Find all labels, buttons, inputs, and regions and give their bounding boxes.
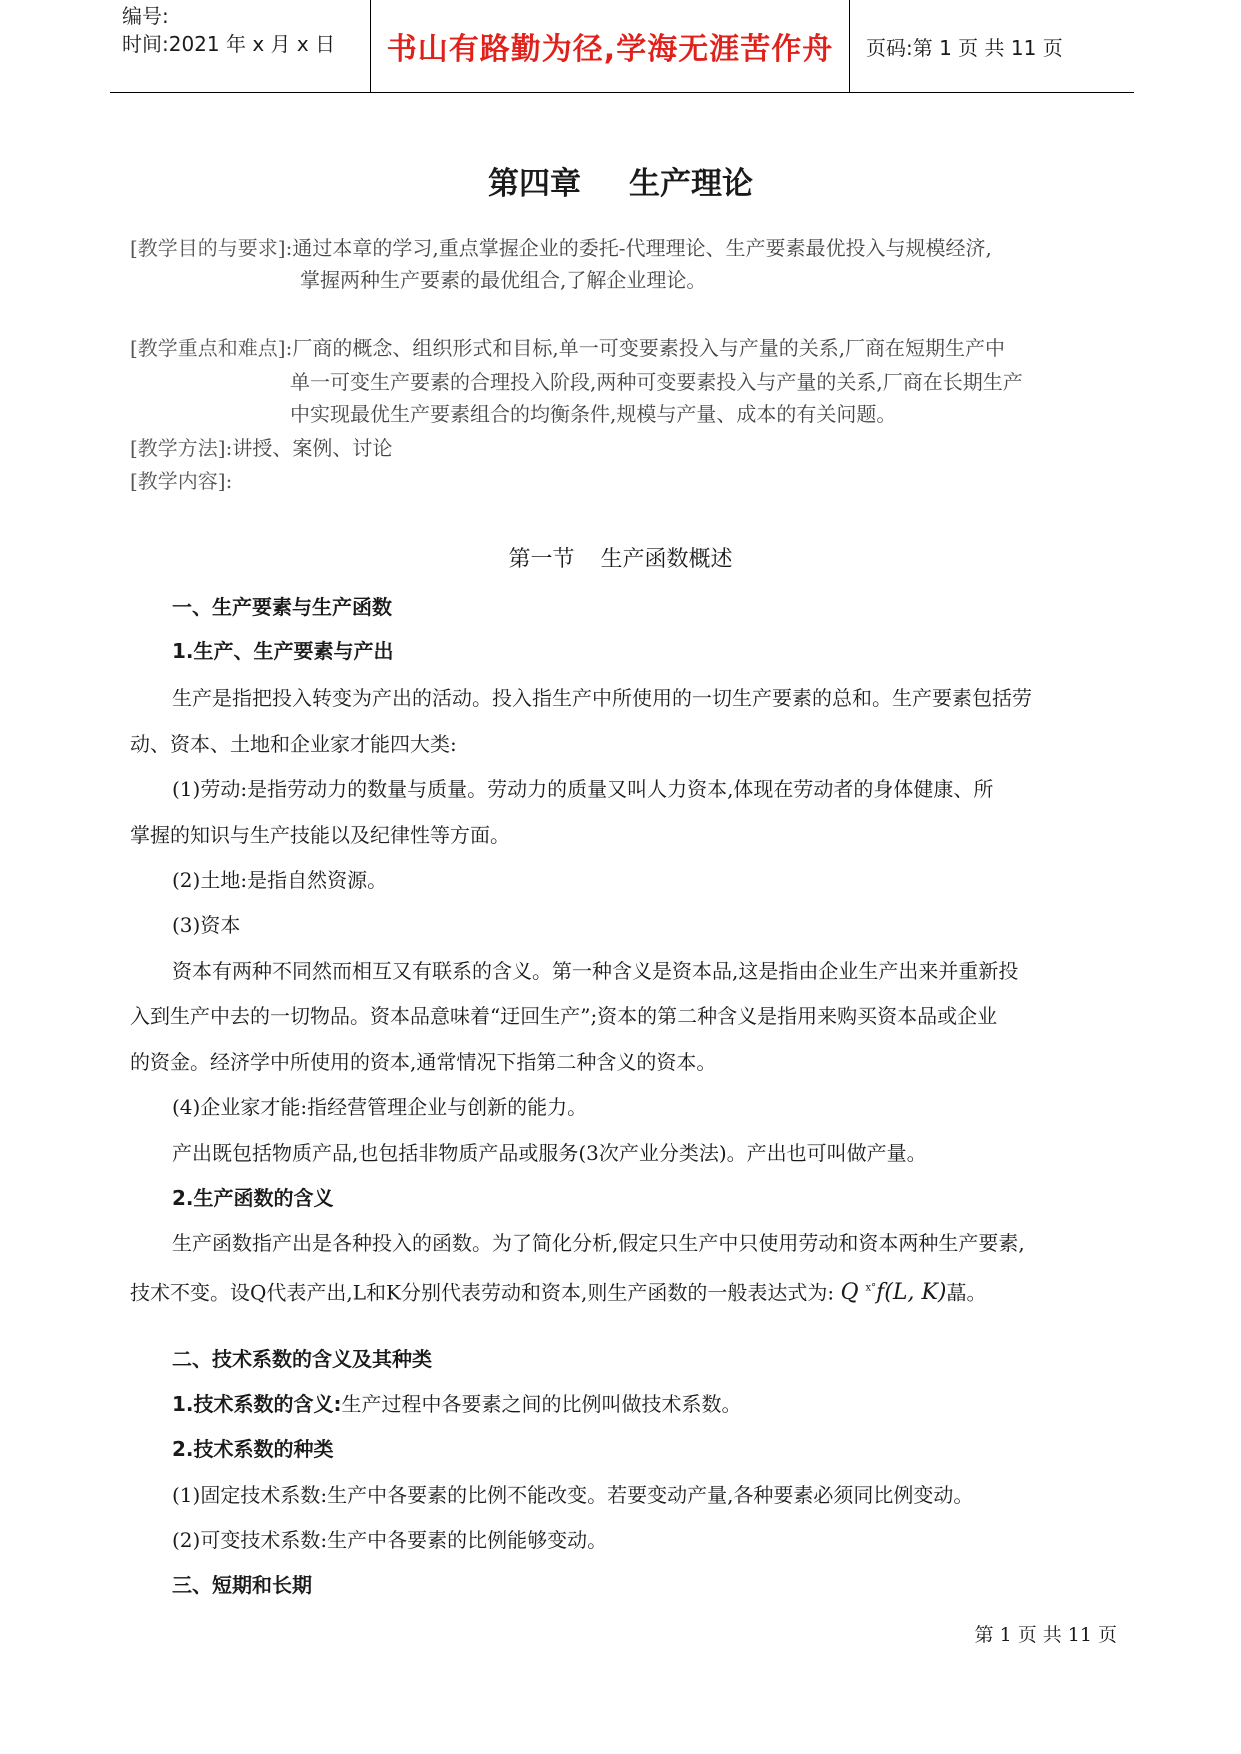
- heading-1-2: 2.生产函数的含义: [172, 1186, 334, 1210]
- heading-3: 三、短期和长期: [172, 1573, 312, 1597]
- paragraph-5-line-2: 入到生产中去的一切物品。资本品意味着“迂回生产”;资本的第二种含义是指用来购买资本品或企业: [130, 1004, 998, 1028]
- key-tag: [教学重点和难点]:: [130, 336, 293, 360]
- number-label: 编号:: [122, 4, 169, 28]
- production-function-formula: [840, 1280, 946, 1305]
- formula-f: f(L, K): [876, 1280, 947, 1306]
- page-header: [110, 0, 1134, 93]
- formula-symbol: x°: [865, 1283, 877, 1294]
- methods-text: 讲授、案例、讨论: [232, 436, 393, 460]
- heading-2: 二、技术系数的含义及其种类: [172, 1347, 432, 1371]
- page-label: 页码:第 1 页 共 11 页: [866, 35, 1063, 60]
- formula-q: Q: [840, 1280, 859, 1306]
- paragraph-9: (1)固定技术系数:生产中各要素的比例不能改变。若要变动产量,各种要素必须同比例变动。: [172, 1483, 974, 1507]
- formula-tail: 蕌。: [946, 1280, 987, 1305]
- paragraph-1-line-2: 动、资本、土地和企业家才能四大类:: [130, 732, 457, 756]
- heading-2-2: 2.技术系数的种类: [172, 1437, 334, 1461]
- header-motto-cell: [370, 0, 850, 92]
- objectives-tag: [教学目的与要求]:: [130, 236, 293, 260]
- paragraph-10: (2)可变技术系数:生产中各要素的比例能够变动。: [172, 1528, 608, 1552]
- chapter-name: 生产理论: [629, 166, 753, 202]
- key-line-2: 单一可变生产要素的合理投入阶段,两种可变要素投入与产量的关系,厂商在长期生产: [290, 370, 1023, 394]
- section-number: 第一节: [508, 547, 575, 572]
- heading-2-1-line: [172, 1381, 1154, 1427]
- paragraph-2-line-2: 掌握的知识与生产技能以及纪律性等方面。: [130, 823, 510, 847]
- content-line: [130, 465, 1130, 497]
- paragraph-8-line-2: [130, 1266, 1112, 1316]
- paragraph-2-line-1: (1)劳动:是指劳动力的数量与质量。劳动力的质量又叫人力资本,体现在劳动者的身体健康、所: [172, 777, 994, 801]
- time-label: 时间:2021 年 x 月 x 日: [122, 32, 336, 56]
- content-tag: [教学内容]:: [130, 469, 233, 493]
- page-footer: 第 1 页 共 11 页: [974, 1624, 1117, 1646]
- objectives-line-2: 掌握两种生产要素的最优组合,了解企业理论。: [300, 268, 707, 292]
- paragraph-8-text: 技术不变。设Q代表产出,L和K分别代表劳动和资本,则生产函数的一般表达式为:: [130, 1280, 835, 1305]
- heading-1: 一、生产要素与生产函数: [172, 595, 392, 619]
- objectives-text-1: 通过本章的学习,重点掌握企业的委托-代理理论、生产要素最优投入与规模经济,: [292, 236, 992, 260]
- key-line-3: 中实现最优生产要素组合的均衡条件,规模与产量、成本的有关问题。: [290, 402, 897, 426]
- paragraph-8-line-1: 生产函数指产出是各种投入的函数。为了简化分析,假定只生产中只使用劳动和资本两种生产要素,: [172, 1231, 1025, 1255]
- paragraph-4: (3)资本: [172, 913, 241, 937]
- paragraph-5-line-3: 的资金。经济学中所使用的资本,通常情况下指第二种含义的资本。: [130, 1050, 717, 1074]
- chapter-title: [0, 158, 1241, 203]
- section-name: 生产函数概述: [600, 547, 733, 572]
- paragraph-6: (4)企业家才能:指经营管理企业与创新的能力。: [172, 1095, 588, 1119]
- section-title: [0, 542, 1241, 573]
- motto: 书山有路勤为径,学海无涯苦作舟: [386, 32, 834, 67]
- chapter-number: 第四章: [488, 166, 581, 202]
- key-text-1: 厂商的概念、组织形式和目标,单一可变要素投入与产量的关系,厂商在短期生产中: [292, 336, 1006, 360]
- heading-2-1: 1.技术系数的含义:: [172, 1392, 342, 1416]
- methods-line: [130, 432, 1130, 464]
- heading-1-1: 1.生产、生产要素与产出: [172, 639, 394, 663]
- heading-2-1-text: 生产过程中各要素之间的比例叫做技术系数。: [341, 1392, 742, 1416]
- methods-tag: [教学方法]:: [130, 436, 233, 460]
- paragraph-5-line-1: 资本有两种不同然而相互又有联系的含义。第一种含义是资本品,这是指由企业生产出来并重新投: [172, 959, 1019, 983]
- header-right-cell: [852, 0, 1136, 92]
- paragraph-3: (2)土地:是指自然资源。: [172, 868, 388, 892]
- paragraph-1-line-1: 生产是指把投入转变为产出的活动。投入指生产中所使用的一切生产要素的总和。生产要素包括劳: [172, 686, 1032, 710]
- key-line-1: [130, 332, 1130, 364]
- objectives-line-1: [130, 232, 1130, 264]
- paragraph-7: 产出既包括物质产品,也包括非物质产品或服务(3次产业分类法)。产出也可叫做产量。: [172, 1141, 927, 1165]
